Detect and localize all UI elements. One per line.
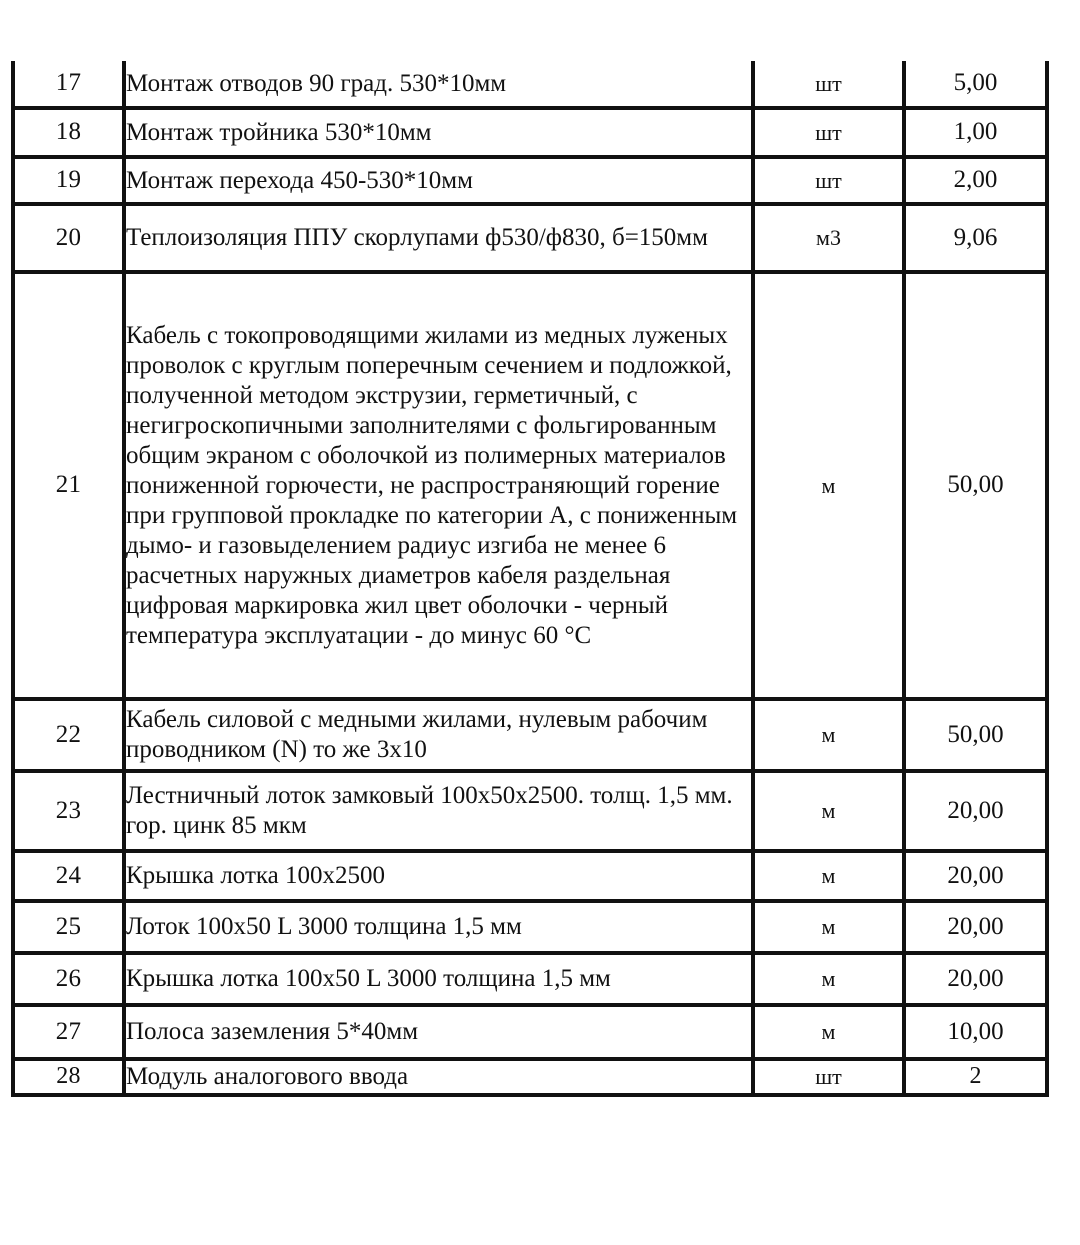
- row-unit-cell: шт: [753, 1059, 904, 1095]
- row-unit-cell: шт: [753, 108, 904, 157]
- row-description-cell: Монтаж перехода 450-530*10мм: [124, 157, 753, 204]
- table-row: [13, 1059, 1047, 1095]
- row-number-cell: 20: [13, 204, 124, 272]
- row-description-cell: Монтаж отводов 90 град. 530*10мм: [124, 61, 753, 108]
- table-row: [13, 851, 1047, 901]
- row-number-cell: 18: [13, 108, 124, 157]
- row-unit-cell: м3: [753, 204, 904, 272]
- table-body: [13, 61, 1047, 1095]
- row-description-cell: Модуль аналогового ввода: [124, 1059, 753, 1095]
- row-unit-cell: шт: [753, 61, 904, 108]
- table-row: [13, 771, 1047, 851]
- row-quantity-cell: 20,00: [904, 953, 1047, 1005]
- row-quantity-cell: 50,00: [904, 272, 1047, 699]
- table-row: [13, 953, 1047, 1005]
- table-row: [13, 157, 1047, 204]
- row-quantity-cell: 9,06: [904, 204, 1047, 272]
- row-quantity-cell: 1,00: [904, 108, 1047, 157]
- row-quantity-cell: 50,00: [904, 699, 1047, 771]
- row-unit-cell: м: [753, 851, 904, 901]
- row-number-cell: 25: [13, 901, 124, 953]
- row-description-cell: Кабель силовой с медными жилами, нулевым рабочим проводником (N) то же 3х10: [124, 699, 753, 771]
- row-unit-cell: м: [753, 699, 904, 771]
- row-quantity-cell: 20,00: [904, 851, 1047, 901]
- row-number-cell: 23: [13, 771, 124, 851]
- row-number-cell: 17: [13, 61, 124, 108]
- row-unit-cell: шт: [753, 157, 904, 204]
- row-quantity-cell: 20,00: [904, 771, 1047, 851]
- row-description-cell: Кабель с токопроводящими жилами из медных луженых проволок с круглым поперечным сечением и подложкой, полученной методом экструзии, герметичный, с негигроскопичными заполнителями с фольгированным общим экраном с оболочкой из полимерных материалов пониженной горючести, не распространяющий горение при групповой прокладке по категории А, с пониженным дымо- и газовыделением радиус изгиба не менее 6 расчетных наружных диаметров кабеля раздельная цифровая маркировка жил цвет оболочки - черный температура эксплуатации - до минус 60 °C: [124, 272, 753, 699]
- row-description-cell: Крышка лотка 100x50 L 3000 толщина 1,5 мм: [124, 953, 753, 1005]
- table-row: [13, 272, 1047, 699]
- row-unit-cell: м: [753, 771, 904, 851]
- row-description-cell: Лестничный лоток замковый 100x50x2500. толщ. 1,5 мм. гор. цинк 85 мкм: [124, 771, 753, 851]
- row-unit-cell: м: [753, 901, 904, 953]
- row-quantity-cell: 20,00: [904, 901, 1047, 953]
- table-row: [13, 61, 1047, 108]
- row-description-cell: Полоса заземления 5*40мм: [124, 1005, 753, 1059]
- table-row: [13, 901, 1047, 953]
- row-description-cell: Крышка лотка 100x2500: [124, 851, 753, 901]
- row-quantity-cell: 2,00: [904, 157, 1047, 204]
- row-number-cell: 24: [13, 851, 124, 901]
- row-number-cell: 22: [13, 699, 124, 771]
- table-row: [13, 108, 1047, 157]
- specification-table: [11, 61, 1049, 1097]
- row-unit-cell: м: [753, 1005, 904, 1059]
- table-row: [13, 699, 1047, 771]
- row-number-cell: 19: [13, 157, 124, 204]
- row-unit-cell: м: [753, 272, 904, 699]
- row-quantity-cell: 5,00: [904, 61, 1047, 108]
- row-number-cell: 26: [13, 953, 124, 1005]
- table-row: [13, 1005, 1047, 1059]
- table-row: [13, 204, 1047, 272]
- row-quantity-cell: 10,00: [904, 1005, 1047, 1059]
- row-quantity-cell: 2: [904, 1059, 1047, 1095]
- row-description-cell: Монтаж тройника 530*10мм: [124, 108, 753, 157]
- row-number-cell: 28: [13, 1059, 124, 1095]
- row-number-cell: 27: [13, 1005, 124, 1059]
- row-description-cell: Теплоизоляция ППУ скорлупами ф530/ф830, б=150мм: [124, 204, 753, 272]
- row-description-cell: Лоток 100x50 L 3000 толщина 1,5 мм: [124, 901, 753, 953]
- row-number-cell: 21: [13, 272, 124, 699]
- row-unit-cell: м: [753, 953, 904, 1005]
